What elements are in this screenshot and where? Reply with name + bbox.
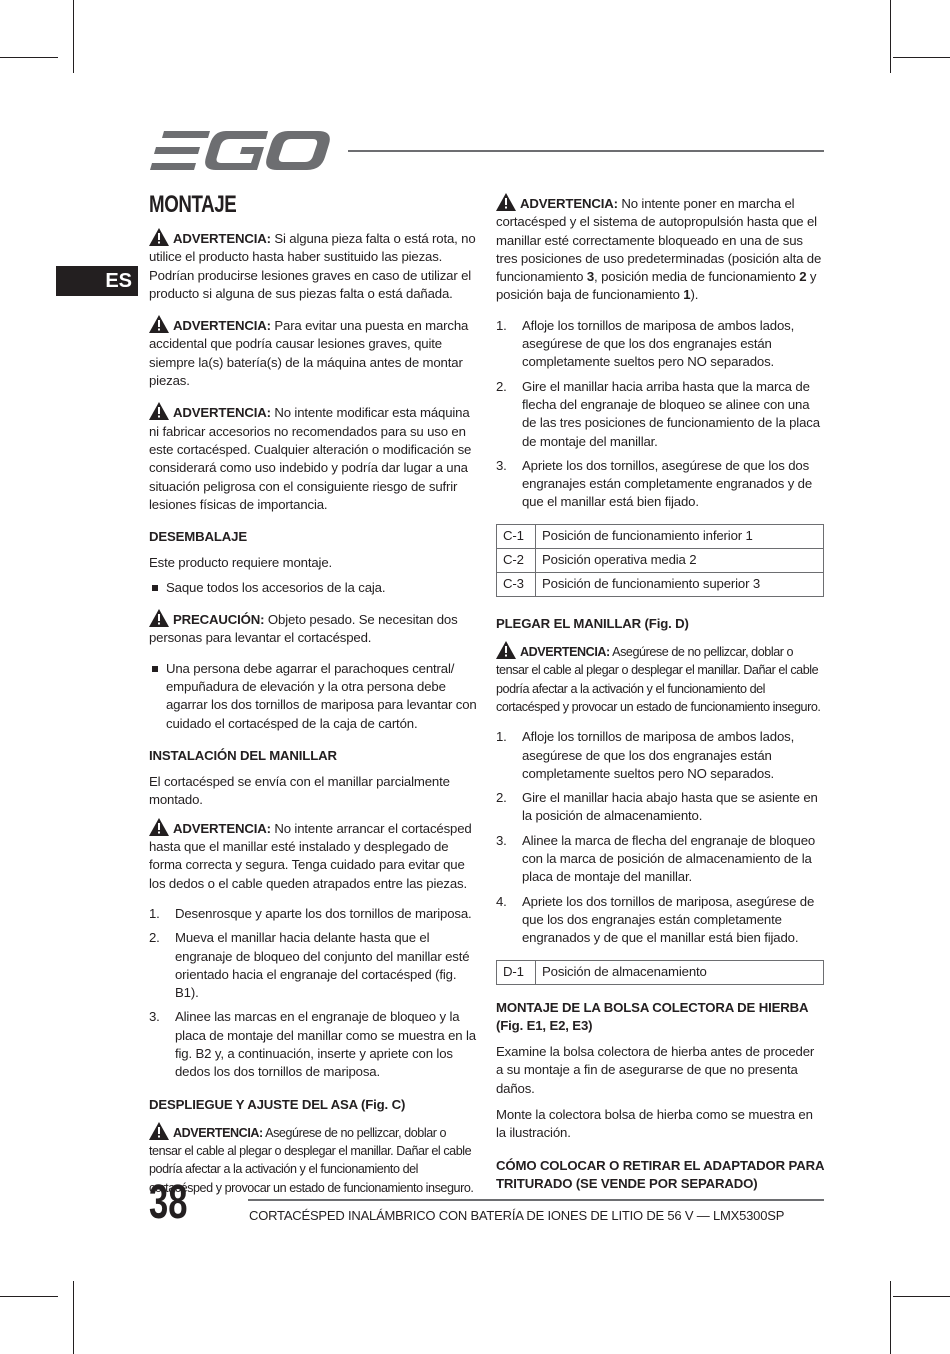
table-cell: C-2 [497, 548, 536, 572]
footer-text: CORTACÉSPED INALÁMBRICO CON BATERÍA DE IONES DE LITIO DE 56 V — LMX5300SP [249, 1208, 785, 1223]
warning-remove-battery [149, 315, 478, 390]
table-cell: Posición de funcionamiento superior 3 [536, 572, 824, 596]
warning-label: ADVERTENCIA: [520, 645, 610, 660]
table-row [497, 548, 824, 572]
warning-text: No intente poner en marcha el cortacésped y el sistema de autopropulsión hasta que el manillar esté correctamente bloqueado en una de sus tres posiciones de uso predeterminadas (posición alta de funcionamiento [496, 196, 822, 285]
positions-table-c [496, 524, 824, 597]
section-heading-unpacking: DESEMBALAJE [149, 529, 248, 545]
warning-icon [149, 818, 169, 836]
position-number: 2 [799, 269, 807, 285]
caution-text: Objeto pesado. Se necesitan dos personas para levantar el cortacésped. [149, 612, 458, 646]
warning-label: ADVERTENCIA: [173, 405, 271, 421]
warning-handle-install [149, 818, 478, 893]
warning-label: ADVERTENCIA: [173, 1125, 263, 1140]
unpacking-text: Este producto requiere montaje. [149, 555, 333, 571]
list-item [496, 728, 824, 783]
language-tab: ES [56, 266, 138, 296]
warning-text: No intente modificar esta máquina ni fabricar accesorios no recomendados para su uso en este cortacésped. Cualquier alteración o modificación se considerará como uso indebido y podría dar lugar a una situación peligrosa con el consiguiente riesgo de sufrir lesiones físicas de importancia. [149, 405, 472, 512]
right-column [496, 193, 824, 1201]
step-text: Afloje los tornillos de mariposa de ambos lados, asegúrese de que los dos engranajes están completamente sueltos pero NO separados. [522, 729, 795, 781]
positions-table-d [496, 960, 824, 985]
table-cell: Posición operativa media 2 [536, 548, 824, 572]
warning-icon [149, 1122, 169, 1140]
list-item [149, 905, 478, 923]
warning-missing-parts [149, 228, 478, 303]
page-title: MONTAJE [149, 191, 237, 218]
step-number: 3. [149, 1009, 160, 1025]
page-number: 38 [149, 1176, 188, 1229]
list-item [496, 457, 824, 512]
grass-bag-text-2: Monte la colectora bolsa de hierba como se muestra en la ilustración. [496, 1106, 813, 1141]
warning-icon [149, 609, 169, 627]
list-item [149, 929, 478, 1002]
warning-text: ). [690, 287, 699, 303]
warning-icon [149, 315, 169, 333]
warning-icon [149, 228, 169, 246]
caution-label: PRECAUCIÓN: [173, 612, 265, 628]
warning-text: y posición baja de funcionamiento [496, 269, 817, 303]
list-item [149, 579, 478, 597]
install-text: El cortacésped se envía con el manillar parcialmente montado. [149, 774, 450, 808]
left-column [149, 190, 478, 1209]
step-text: Gire el manillar hacia abajo hasta que se asiente en la posición de almacenamiento. [522, 790, 818, 824]
step-number: 2. [496, 378, 507, 394]
step-text: Afloje los tornillos de mariposa de ambos lados, asegúrese de que los dos engranajes están completamente sueltos pero NO separados. [522, 317, 795, 370]
step-text: Alinee las marcas en el engranaje de bloqueo y la placa de montaje del manillar como se muestra en la fig. B2 y, a continuación, inserte y apriete con los dedos los dos tornillos de mariposa. [175, 1009, 476, 1080]
step-number: 1. [496, 729, 507, 745]
crop-mark [73, 1281, 74, 1354]
warning-text: Si alguna pieza falta o está rota, no utilice el producto hasta haber sustituido las piezas. Podrían producirse lesiones graves en caso de utilizar el producto si alguna de sus piezas falta o está dañada. [149, 231, 476, 301]
list-item-text: Una persona debe agarrar el parachoques central/ empuñadura de elevación y la otra persona debe agarrar los dos tornillos de mariposa para levantar con cuidado el cortacésped de la caja de cartón. [166, 660, 477, 731]
table-cell: Posición de funcionamiento inferior 1 [536, 524, 824, 548]
fold-steps [496, 728, 824, 947]
list-item [496, 378, 824, 451]
warning-cable [149, 1122, 478, 1197]
warning-text: No intente arrancar el cortacésped hasta que el manillar esté instalado y desplegado de forma correcta y segura. Tenga cuidado para evitar que los dedos o el cable queden atrapados entre las piezas. [149, 820, 472, 891]
step-number: 2. [149, 930, 160, 946]
warning-lock-positions [496, 193, 824, 305]
warning-icon [149, 402, 169, 420]
list-item [496, 893, 824, 948]
list-item [496, 789, 824, 826]
warning-label: ADVERTENCIA: [173, 820, 271, 836]
step-text: Alinee la marca de flecha del engranaje de bloqueo con la marca de posición de almacenamiento de la placa de montaje del manillar. [522, 832, 816, 885]
warning-label: ADVERTENCIA: [173, 318, 271, 334]
step-number: 3. [496, 832, 507, 848]
step-number: 3. [496, 457, 507, 473]
warning-cable-fold [496, 641, 824, 716]
crop-mark [890, 1281, 891, 1354]
warning-text: Asegúrese de no pellizcar, doblar o tensar el cable al plegar o desplegar el manillar. Dañar el cable podría afectar a la activación y el funcionamiento del cortacésped y provocar un estado de funcionamiento inseguro. [149, 1125, 474, 1195]
list-item [149, 660, 478, 733]
table-cell: C-3 [497, 572, 536, 596]
list-item [496, 832, 824, 887]
warning-text: Para evitar una puesta en marcha accidental que podría causar lesiones graves, quite siempre la(s) batería(s) de la máquina antes de montar piezas. [149, 318, 469, 389]
section-heading-handle-install: INSTALACIÓN DEL MANILLAR [149, 747, 337, 763]
crop-mark [0, 57, 58, 58]
table-cell: D-1 [497, 960, 536, 984]
crop-mark [73, 0, 74, 73]
warning-text: , posición media de funcionamiento [594, 269, 800, 285]
list-item [149, 1008, 478, 1081]
ego-logo [150, 130, 332, 172]
section-heading-grass-bag: MONTAJE DE LA BOLSA COLECTORA DE HIERBA (Fig. E1, E2, E3) [496, 999, 808, 1033]
step-text: Apriete los dos tornillos de mariposa, asegúrese de que los dos engranajes están completamente engranados y de que el manillar está bien fijado. [522, 893, 815, 946]
table-cell: Posición de almacenamiento [536, 960, 824, 984]
position-number: 1 [683, 287, 691, 303]
table-row [497, 960, 824, 984]
warning-label: ADVERTENCIA: [520, 196, 618, 211]
list-item [496, 317, 824, 372]
step-number: 1. [496, 317, 507, 333]
table-row [497, 524, 824, 548]
crop-mark [0, 1296, 58, 1297]
warning-label: ADVERTENCIA: [173, 231, 271, 246]
table-cell: C-1 [497, 524, 536, 548]
section-heading-deploy-handle: DESPLIEGUE Y AJUSTE DEL ASA (Fig. C) [149, 1096, 406, 1112]
step-text: Gire el manillar hacia arriba hasta que la marca de flecha del engranaje de bloqueo se alinee con una de las tres posiciones de funcionamiento de la placa de montaje del manillar. [522, 378, 820, 449]
warning-no-modify [149, 402, 478, 514]
warning-icon [496, 193, 516, 211]
crop-mark [890, 0, 891, 73]
warning-icon [496, 641, 516, 659]
step-number: 1. [149, 905, 160, 921]
bullet-square [152, 666, 158, 672]
caution-heavy-object [149, 609, 478, 648]
table-row [497, 572, 824, 596]
footer-rule [248, 1199, 824, 1201]
install-steps [149, 905, 478, 1082]
header-rule [348, 150, 824, 152]
crop-mark [893, 57, 950, 58]
list-item-text: Saque todos los accesorios de la caja. [166, 579, 386, 595]
warning-text: Asegúrese de no pellizcar, doblar o tensar el cable al plegar o desplegar el manillar. Dañar el cable podría afectar a la activación y el funcionamiento del cortacésped y provocar un estado de funcionamiento inseguro. [496, 645, 821, 714]
adjust-steps [496, 317, 824, 512]
caution-list [149, 660, 478, 733]
bullet-square [152, 585, 158, 591]
step-number: 4. [496, 893, 507, 909]
step-number: 2. [496, 790, 507, 806]
section-heading-mulch-adapter: CÓMO COLOCAR O RETIRAR EL ADAPTADOR PARA TRITURADO (SE VENDE POR SEPARADO) [496, 1157, 824, 1191]
crop-mark [893, 1296, 950, 1297]
grass-bag-text-1: Examine la bolsa colectora de hierba antes de proceder a su montaje a fin de asegurarse de que no presenta daños. [496, 1044, 815, 1096]
step-text: Mueva el manillar hacia delante hasta que el engranaje de bloqueo del conjunto del manillar esté orientado hacia el engranaje del cortacésped (fig. B1). [175, 930, 470, 1001]
unpacking-list [149, 579, 478, 597]
step-text: Desenrosque y aparte los dos tornillos de mariposa. [175, 905, 472, 921]
section-heading-fold-handle: PLEGAR EL MANILLAR (Fig. D) [496, 615, 689, 631]
step-text: Apriete los dos tornillos, asegúrese de que los dos engranajes están completamente engranados y de que el manillar está bien fijado. [522, 457, 813, 510]
position-number: 3 [586, 269, 595, 285]
